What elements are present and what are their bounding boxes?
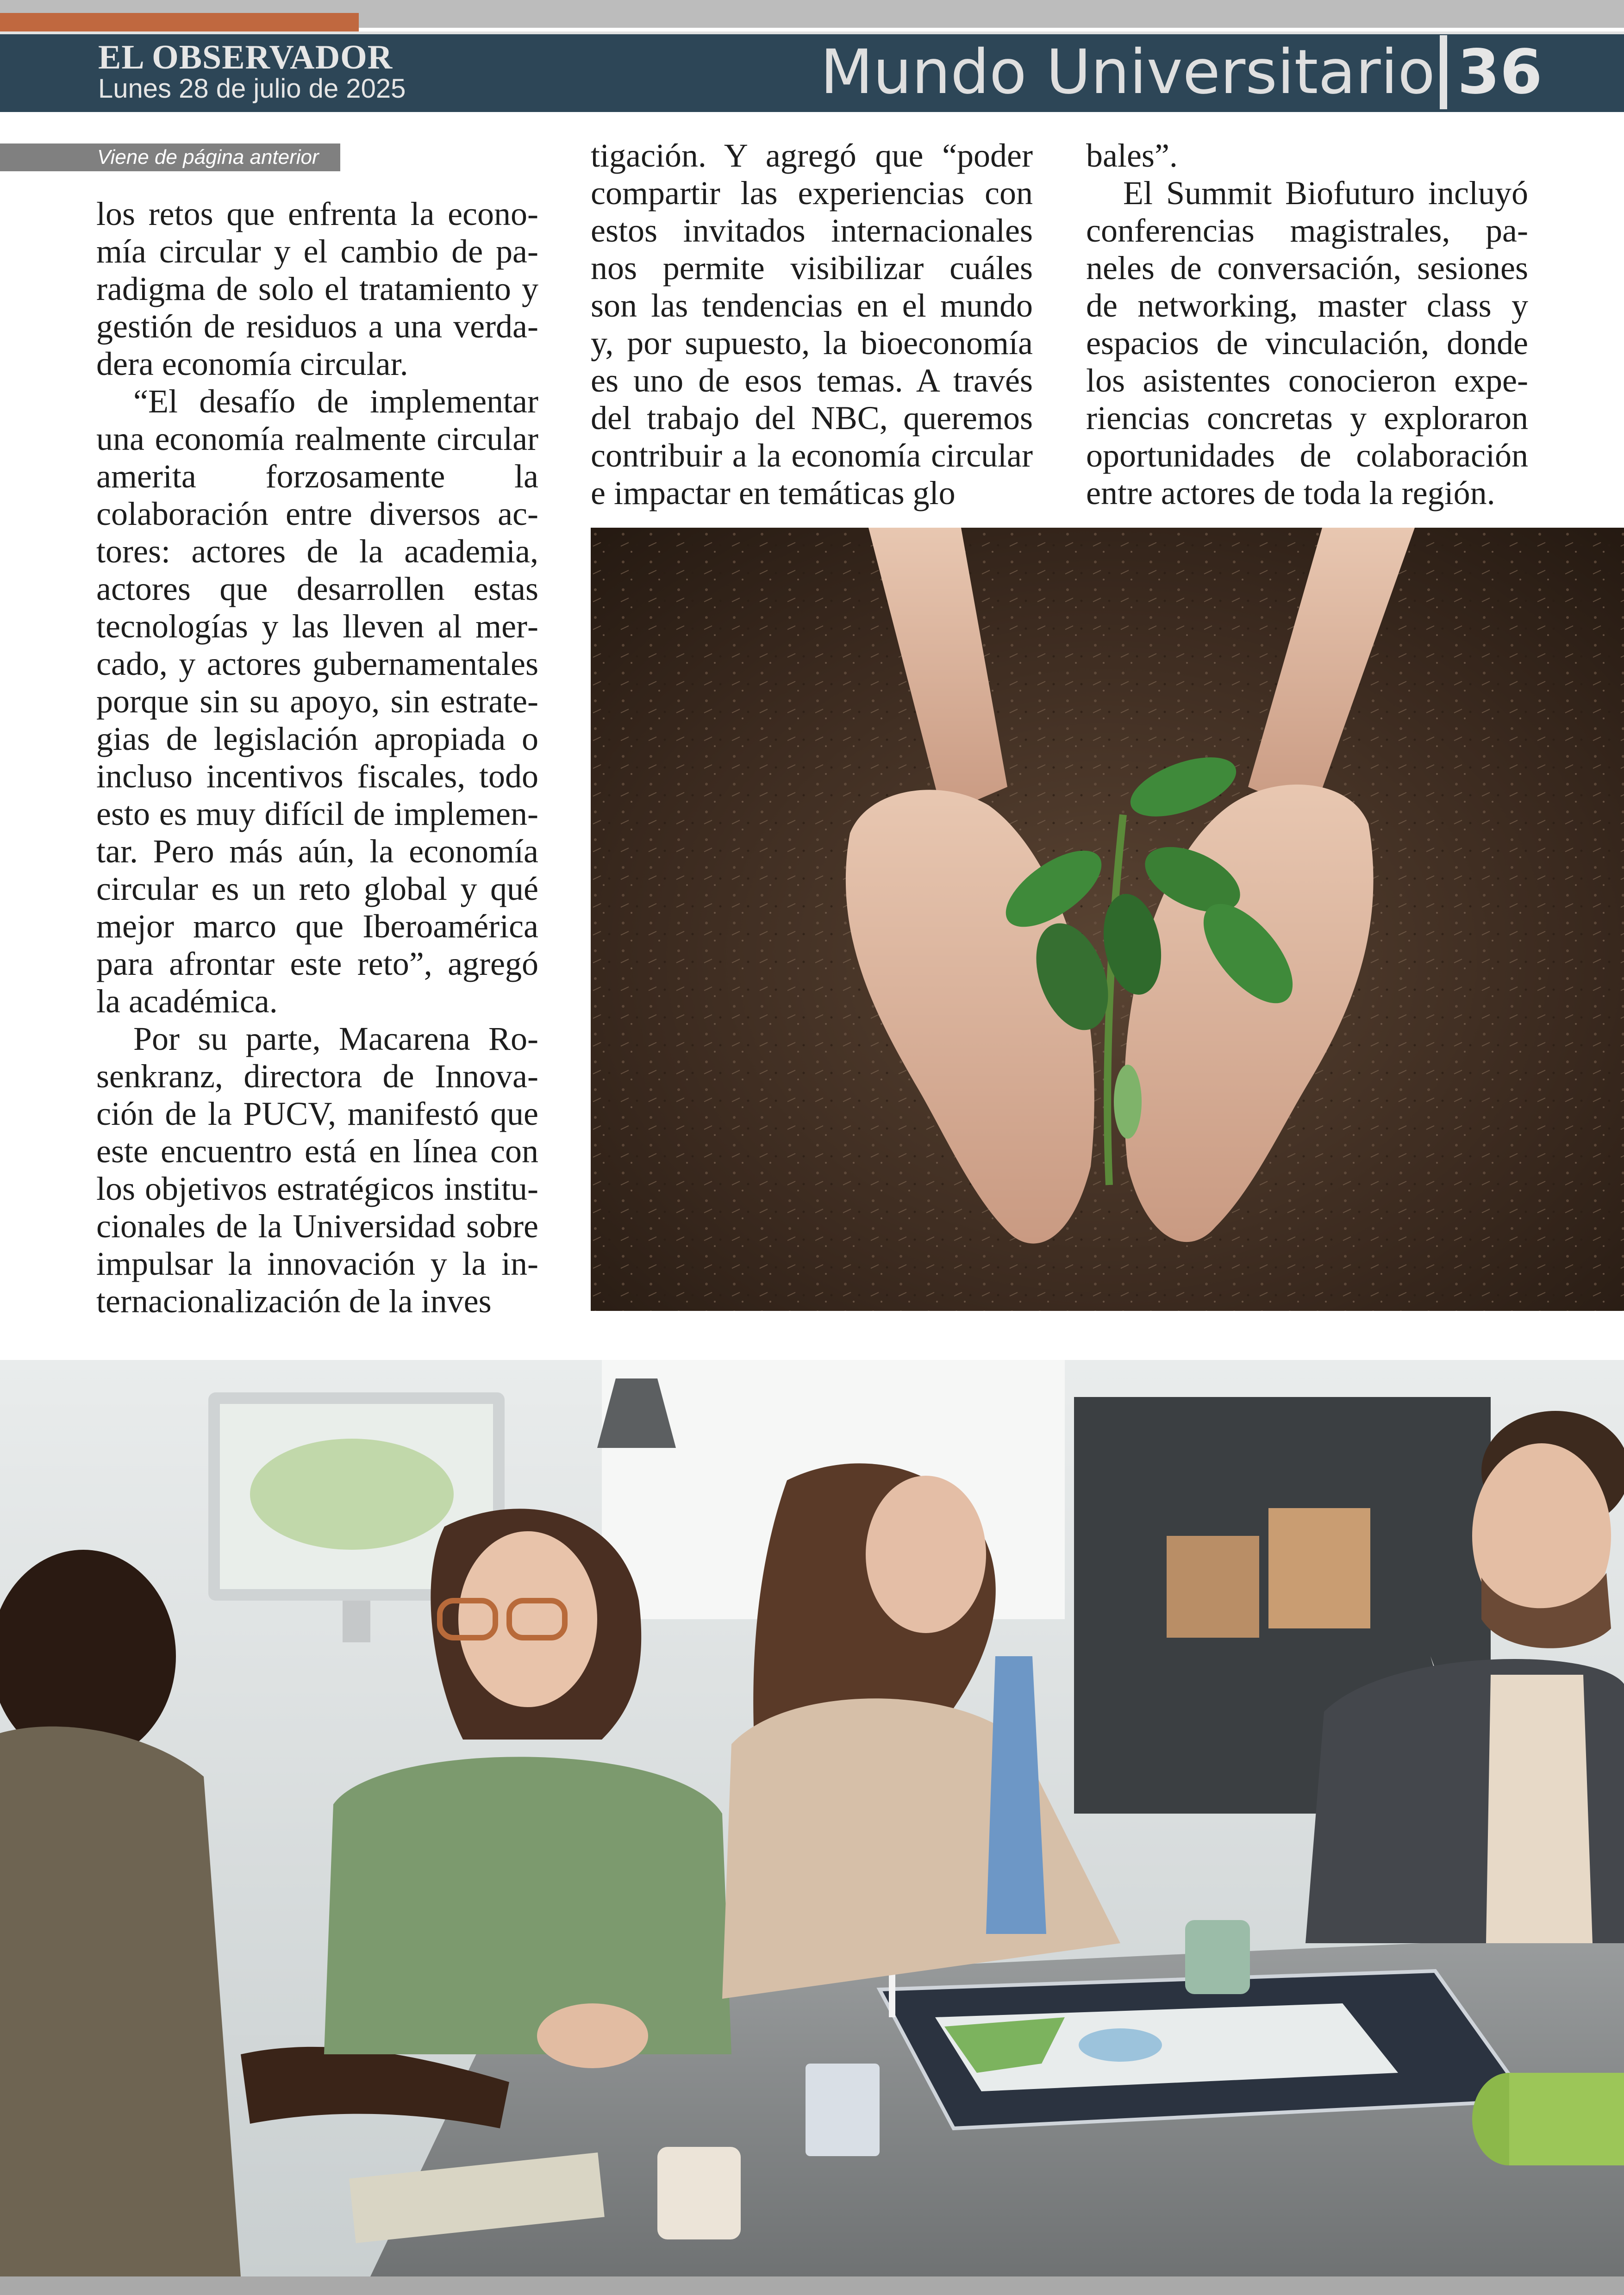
continued-label: Viene de página anterior [0, 143, 340, 171]
paragraph: Por su parte, Macarena Rosenkranz, directora de Innovación de la PUCV, manifestó que este encuentro está en línea con los objetivos estratégicos institucionales de la Universidad sobre impulsar la innovación y la internacionalización de la inves [96, 1020, 538, 1320]
meeting-photo-icon [0, 1360, 1624, 2276]
dateline: Lunes 28 de julio de 2025 [98, 74, 406, 104]
accent-bar [0, 13, 359, 31]
paragraph: El Summit Biofuturo incluyó conferencias magistrales, paneles de conversación, sesiones de networking, master class y espacios de vinculación, donde los asistentes conocieron experiencias concretas y exploraron oportunidades de colaboración entre actores de toda la región. [1086, 175, 1528, 511]
article-column-1 [96, 195, 538, 1320]
seedling-photo-icon [591, 528, 1624, 1311]
masthead: EL OBSERVADOR [98, 38, 393, 76]
page-number: 36 [1457, 37, 1543, 108]
paragraph: tigación. Y agregó que “poder compartir las experiencias con estos invitados internacionales nos permite visibilizar cuáles son las tendencias en el mundo y, por supuesto, la bioeconomía es uno de esos temas. A través del trabajo del NBC, queremos contribuir a la economía circular e impactar en temáticas glo [591, 137, 1033, 511]
seedling-photo [591, 528, 1624, 1311]
bottom-strip [0, 2276, 1624, 2295]
meeting-photo [0, 1360, 1624, 2276]
paragraph: bales”. [1086, 137, 1178, 174]
paragraph: los retos que enfrenta la economía circular y el cambio de paradigma de solo el tratamiento y gestión de residuos a una verdadera economía circular. [96, 195, 538, 382]
header-divider [1440, 35, 1447, 109]
section-title: Mundo Universitario [820, 37, 1435, 108]
article-column-2 [591, 137, 1033, 512]
paragraph: “El desafío de implementar una economía realmente circular amerita forzosamente la colaboración entre diversos actores: actores de la academia, actores que desarrollen estas tecnologías y las lleven al mercado, y actores gubernamentales porque sin su apoyo, sin estrategias de legislación apropiada o incluso incentivos fiscales, todo esto es muy difícil de implementar. Pero más aún, la economía circular es un reto global y qué mejor marco que Iberoamérica para afrontar este reto”, agregó la académica. [96, 383, 538, 1020]
article-column-3 [1086, 137, 1528, 512]
